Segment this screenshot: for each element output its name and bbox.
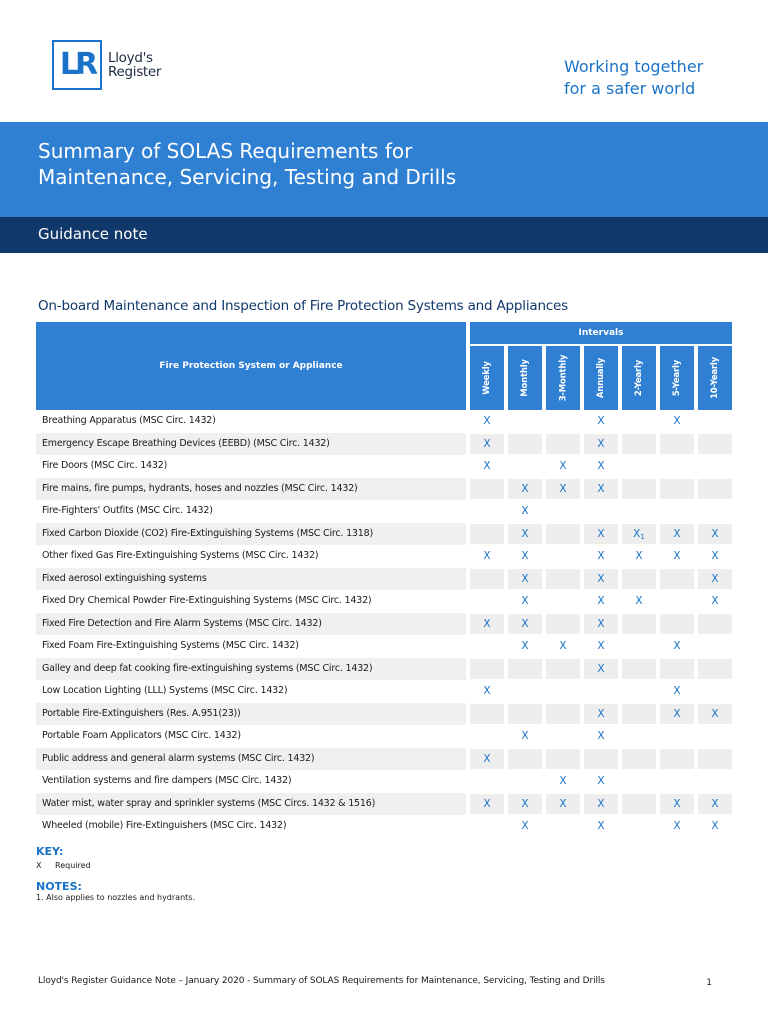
interval-cell: X: [546, 794, 580, 815]
interval-cell: [622, 456, 656, 477]
interval-cell: [508, 771, 542, 792]
interval-cell: [698, 456, 732, 477]
interval-cell: [660, 771, 694, 792]
interval-cell: X: [597, 820, 605, 832]
interval-cell: [622, 704, 656, 725]
table-row: [36, 725, 732, 748]
interval-column-header: [546, 346, 580, 410]
interval-cell: X: [483, 685, 491, 697]
table-row: [36, 703, 732, 726]
interval-cell-footnoted: $X_1$: [622, 524, 656, 545]
document-title-line-1: Summary of SOLAS Requirements for: [38, 139, 413, 163]
interval-cell: X: [508, 569, 542, 590]
interval-cell: X: [521, 730, 529, 742]
interval-cell: [622, 479, 656, 500]
interval-cell: X: [698, 569, 732, 590]
interval-column-header: [660, 346, 694, 410]
interval-cell: X: [559, 775, 567, 787]
interval-cell: [470, 816, 504, 837]
interval-cell: X: [597, 775, 605, 787]
system-name-cell: Fire-Fighters' Outfits (MSC Circ. 1432): [42, 505, 213, 516]
tagline: [564, 56, 724, 100]
interval-cell: X: [559, 640, 567, 652]
system-name-cell: Public address and general alarm systems (MSC Circ. 1432): [36, 748, 466, 771]
interval-cell: [698, 501, 732, 522]
system-name-cell: Portable Fire-Extinguishers (Res. A.951(23)): [36, 703, 466, 726]
interval-cell: X: [521, 505, 529, 517]
interval-cell: [546, 501, 580, 522]
document-type-bar: [0, 217, 768, 253]
interval-cell: [698, 659, 732, 680]
table-row: [36, 500, 732, 523]
interval-column-label: Monthly: [520, 359, 530, 397]
interval-cell: X: [483, 460, 491, 472]
table-row: [36, 478, 732, 501]
interval-column-label: Weekly: [481, 361, 492, 395]
key-meaning: Required: [55, 861, 91, 870]
interval-cell: X: [673, 685, 681, 697]
interval-cell: [622, 659, 656, 680]
interval-cell: [546, 726, 580, 747]
interval-cell: X: [521, 820, 529, 832]
interval-cell: X: [559, 460, 567, 472]
interval-cell: [546, 524, 580, 545]
table-row: [36, 680, 732, 703]
tagline-line-2: for a safer world: [564, 79, 696, 98]
interval-cell: [546, 434, 580, 455]
interval-cell: [660, 479, 694, 500]
interval-column-label: 3-Monthly: [558, 354, 568, 402]
interval-cell: X: [584, 479, 618, 500]
system-name-cell: Fire mains, fire pumps, hydrants, hoses and nozzles (MSC Circ. 1432): [36, 478, 466, 501]
interval-cell: X: [660, 704, 694, 725]
key-title: KEY:: [36, 845, 64, 858]
interval-cell: [660, 501, 694, 522]
table-row: [36, 545, 732, 568]
interval-cell: [698, 726, 732, 747]
interval-cell: [698, 434, 732, 455]
interval-cell: X: [508, 794, 542, 815]
system-name-cell: Other fixed Gas Fire-Extinguishing Systems (MSC Circ. 1432): [42, 550, 319, 561]
interval-cell: [660, 614, 694, 635]
interval-cell: [470, 591, 504, 612]
interval-cell: [546, 704, 580, 725]
interval-column-label: 10-Yearly: [710, 357, 720, 399]
interval-cell: [470, 704, 504, 725]
footer-text: Lloyd's Register Guidance Note – January 2020 - Summary of SOLAS Requirements for Maintenance, Servicing, Testing and Drills: [38, 976, 605, 986]
interval-cell: X: [584, 524, 618, 545]
interval-cell: X: [483, 550, 491, 562]
interval-cell: [546, 546, 580, 567]
interval-cell: X: [470, 434, 504, 455]
interval-cell: X: [698, 704, 732, 725]
table-row: [36, 658, 732, 681]
interval-cell: [698, 411, 732, 432]
interval-cell: [698, 614, 732, 635]
interval-cell: X: [711, 550, 719, 562]
interval-cell: [698, 636, 732, 657]
interval-cell: X: [597, 640, 605, 652]
system-name-cell: Emergency Escape Breathing Devices (EEBD) (MSC Circ. 1432): [36, 433, 466, 456]
interval-cell: [508, 456, 542, 477]
interval-cell: X: [597, 550, 605, 562]
interval-column-header: [584, 346, 618, 410]
interval-cell: [698, 681, 732, 702]
interval-cell: X: [508, 479, 542, 500]
interval-cell: [508, 434, 542, 455]
system-name-cell: Portable Foam Applicators (MSC Circ. 1432): [42, 730, 241, 741]
intervals-header: Intervals: [470, 322, 732, 344]
section-title: On-board Maintenance and Inspection of Fire Protection Systems and Appliances: [38, 298, 568, 314]
system-name-cell: Fixed Foam Fire-Extinguishing Systems (MSC Circ. 1432): [42, 640, 299, 651]
interval-cell: [622, 816, 656, 837]
interval-column-label: Annually: [596, 357, 606, 399]
system-name-cell: Fixed Carbon Dioxide (CO2) Fire-Extinguishing Systems (MSC Circ. 1318): [36, 523, 466, 546]
interval-cell: [622, 771, 656, 792]
logo: [52, 40, 161, 90]
interval-cell: X: [673, 820, 681, 832]
interval-cell: [546, 569, 580, 590]
interval-cell: X: [584, 569, 618, 590]
interval-cell: [546, 411, 580, 432]
interval-cell: X: [521, 550, 529, 562]
interval-cell: X: [584, 659, 618, 680]
logo-wordmark: [108, 51, 161, 79]
interval-cell: X: [584, 704, 618, 725]
interval-cell: X: [660, 524, 694, 545]
logo-line-2: Register: [108, 64, 162, 80]
interval-cell: X: [546, 479, 580, 500]
interval-cell: X: [673, 550, 681, 562]
key-item: [36, 861, 91, 870]
interval-column-header: [470, 346, 504, 410]
interval-cell: [622, 569, 656, 590]
table-row: [36, 635, 732, 658]
interval-column-header: [622, 346, 656, 410]
interval-cell: X: [635, 550, 643, 562]
system-name-cell: Fixed aerosol extinguishing systems: [36, 568, 466, 591]
interval-column-header: [698, 346, 732, 410]
system-name-cell: Fixed Fire Detection and Fire Alarm Systems (MSC Circ. 1432): [36, 613, 466, 636]
interval-cell: [546, 591, 580, 612]
table-row: [36, 523, 732, 546]
interval-cell: [470, 501, 504, 522]
interval-cell: [660, 456, 694, 477]
interval-cell: [508, 659, 542, 680]
interval-cell: X: [660, 794, 694, 815]
table-row: [36, 770, 732, 793]
interval-cell: [470, 771, 504, 792]
interval-cell: [698, 749, 732, 770]
interval-cell: [470, 524, 504, 545]
interval-cell: [660, 659, 694, 680]
tagline-line-1: Working together: [564, 57, 704, 76]
system-name-cell: Water mist, water spray and sprinkler systems (MSC Circs. 1432 & 1516): [36, 793, 466, 816]
interval-cell: X: [597, 460, 605, 472]
page-number: 1: [706, 978, 712, 988]
hero-banner: [0, 122, 768, 217]
interval-cell: X: [711, 820, 719, 832]
interval-cell: [660, 591, 694, 612]
interval-cell: [470, 636, 504, 657]
logo-mark: LR: [59, 47, 95, 82]
interval-cell: [470, 726, 504, 747]
table-row: [36, 568, 732, 591]
interval-cell: [546, 681, 580, 702]
interval-cell: [660, 749, 694, 770]
interval-cell: [622, 749, 656, 770]
interval-cell: [470, 479, 504, 500]
interval-cell: X: [508, 614, 542, 635]
footnote-ref: 1: [640, 532, 645, 541]
document-title-line-2: Maintenance, Servicing, Testing and Drills: [38, 165, 457, 189]
interval-cell: [584, 749, 618, 770]
system-name-cell: Breathing Apparatus (MSC Circ. 1432): [42, 415, 216, 426]
interval-cell: X: [483, 415, 491, 427]
interval-cell: [508, 749, 542, 770]
interval-column-header: [508, 346, 542, 410]
document-title: [38, 138, 730, 190]
interval-cell: [622, 411, 656, 432]
interval-cell: X: [711, 595, 719, 607]
interval-cell: [660, 569, 694, 590]
table-row: [36, 455, 732, 478]
interval-cell: [584, 501, 618, 522]
interval-cell: [660, 726, 694, 747]
system-name-cell: Low Location Lighting (LLL) Systems (MSC Circ. 1432): [42, 685, 288, 696]
interval-cell: X: [470, 614, 504, 635]
table-row: [36, 613, 732, 636]
logo-mark-box: [52, 40, 102, 90]
system-name-cell: Fixed Dry Chemical Powder Fire-Extinguishing Systems (MSC Circ. 1432): [42, 595, 372, 606]
interval-cell: [622, 501, 656, 522]
interval-cell: X: [597, 415, 605, 427]
interval-cell: X: [698, 524, 732, 545]
interval-cell: [508, 411, 542, 432]
interval-cell: [622, 794, 656, 815]
table-row: [36, 433, 732, 456]
interval-cell: [546, 659, 580, 680]
interval-cell: [698, 771, 732, 792]
interval-cell: X: [508, 524, 542, 545]
interval-cell: X: [521, 640, 529, 652]
interval-cell: [470, 659, 504, 680]
interval-cell: X: [698, 794, 732, 815]
interval-cell: [698, 479, 732, 500]
interval-cell: [508, 704, 542, 725]
interval-cell: X: [635, 595, 643, 607]
interval-cell: X: [521, 595, 529, 607]
interval-cell: X: [470, 794, 504, 815]
interval-cell: [546, 614, 580, 635]
table-header: [36, 322, 732, 410]
requirements-table: [36, 322, 732, 838]
interval-cell: [622, 614, 656, 635]
interval-column-label: 2-Yearly: [634, 359, 644, 397]
interval-cell: [470, 569, 504, 590]
table-row: [36, 748, 732, 771]
table-row: [36, 815, 732, 838]
interval-cell: [546, 749, 580, 770]
table-row: [36, 410, 732, 433]
interval-cell: [660, 434, 694, 455]
interval-cell: X: [584, 614, 618, 635]
system-column-header: Fire Protection System or Appliance: [36, 322, 466, 410]
interval-cell: [508, 681, 542, 702]
interval-cell: [622, 681, 656, 702]
interval-cell: [622, 636, 656, 657]
table-body: [36, 410, 732, 838]
interval-cell: X: [584, 794, 618, 815]
notes-title: NOTES:: [36, 880, 82, 893]
table-row: [36, 590, 732, 613]
interval-cell: X: [597, 595, 605, 607]
interval-cell: X: [470, 749, 504, 770]
interval-cell: X: [584, 434, 618, 455]
interval-cell: [546, 816, 580, 837]
interval-cell: X: [673, 640, 681, 652]
system-name-cell: Galley and deep fat cooking fire-extinguishing systems (MSC Circ. 1432): [36, 658, 466, 681]
key-symbol: X: [36, 861, 42, 870]
table-row: [36, 793, 732, 816]
interval-cell: X: [597, 730, 605, 742]
logo-line-1: Lloyd's: [108, 50, 153, 66]
document-type-label: Guidance note: [38, 225, 148, 243]
interval-cell: [622, 726, 656, 747]
interval-cell: [584, 681, 618, 702]
system-name-cell: Fire Doors (MSC Circ. 1432): [42, 460, 168, 471]
system-name-cell: Wheeled (mobile) Fire-Extinguishers (MSC Circ. 1432): [42, 820, 287, 831]
interval-column-label: 5-Yearly: [672, 359, 682, 397]
note-item: 1. Also applies to nozzles and hydrants.: [36, 893, 195, 902]
interval-cell: X: [673, 415, 681, 427]
interval-cell: [622, 434, 656, 455]
system-name-cell: Ventilation systems and fire dampers (MSC Circ. 1432): [42, 775, 292, 786]
